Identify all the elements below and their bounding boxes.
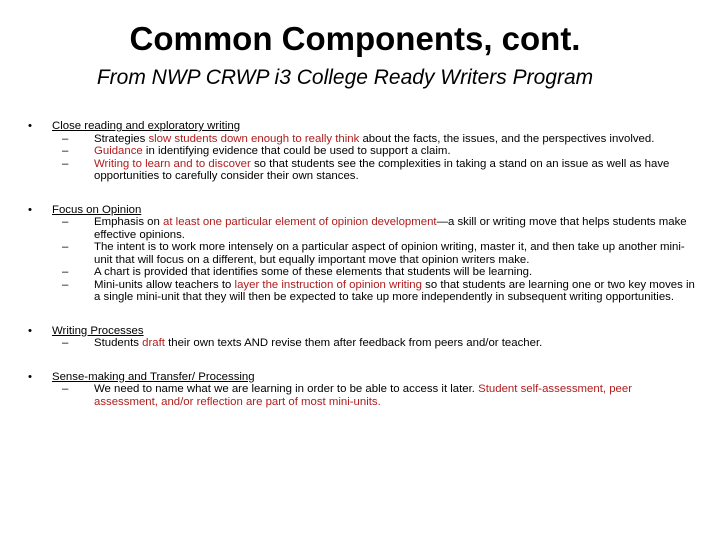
highlighted-text: Guidance	[94, 145, 143, 157]
dash-icon: –	[62, 157, 69, 170]
sub-bullet-item	[62, 241, 696, 266]
sub-bullet-text: Strategies	[94, 132, 149, 145]
dash-icon: –	[62, 278, 69, 291]
sub-bullet-text: in identifying evidence that could be used to support a claim.	[142, 145, 451, 157]
sub-bullet-text: The intent is to work more intensely on a particular aspect of opinion writing, master it, and then take up another mini-unit that will focus on a different, but equally important move that opinion writers make.	[94, 241, 685, 266]
bullet-item	[24, 120, 696, 183]
bullet-item	[24, 371, 696, 409]
slide-title: Common Components, cont.	[129, 20, 581, 57]
bullet-dot-icon: •	[28, 203, 32, 216]
highlighted-text: Student self-assessment, peer assessment, and/or reflection are part of most mini-units.	[94, 383, 632, 408]
bullet-heading: Sense-making and Transfer/ Processing	[52, 370, 255, 383]
bullet-heading: Writing Processes	[52, 324, 144, 337]
bullet-item	[24, 325, 696, 350]
dash-icon: –	[62, 132, 69, 145]
sub-bullet-text: so that students see the complexities in taking a stand on an issue as well as have opportunities to carefully consider their own stances.	[94, 157, 670, 182]
bullet-heading: Focus on Opinion	[52, 203, 142, 216]
sub-bullet-text: —a skill or writing move that helps students make effective opinions.	[94, 216, 687, 241]
sub-bullet-text: We need to name what we are learning in order to be able to access it later.	[94, 383, 479, 395]
sub-bullet-item	[62, 279, 696, 304]
sub-bullet-text: about the facts, the issues, and the perspectives involved.	[359, 132, 655, 145]
sub-bullet-item	[62, 383, 696, 408]
dash-icon: –	[62, 145, 69, 157]
sub-bullet-text: A chart is provided that identifies some of these elements that students will be learning.	[94, 266, 533, 278]
sub-bullet-text: so that students are learning one or two key moves in a single mini-unit that they will then be expected to take up more independently in subsequent writing opportunities.	[94, 278, 695, 303]
bullet-dot-icon: •	[28, 370, 32, 383]
highlighted-text: at least one particular element of opinion development	[163, 216, 437, 228]
sub-bullet-text: Students	[94, 337, 143, 349]
sub-bullet-item	[62, 158, 696, 183]
bullet-item	[24, 204, 696, 304]
bullet-heading: Close reading and exploratory writing	[52, 120, 241, 132]
sub-bullet-text: Emphasis on	[94, 216, 164, 228]
highlighted-text: layer the instruction of opinion writing	[234, 278, 422, 291]
dash-icon: –	[62, 216, 69, 228]
bullet-dot-icon: •	[28, 120, 32, 132]
dash-icon: –	[62, 241, 69, 253]
slide-subtitle: From NWP CRWP i3 College Ready Writers Program	[96, 66, 594, 89]
sub-bullet-item	[62, 145, 696, 158]
sub-bullet-item	[62, 133, 696, 146]
dash-icon: –	[62, 383, 69, 395]
sub-bullet-text: Mini-units allow teachers to	[94, 278, 235, 291]
sub-bullet-item	[62, 266, 696, 279]
sub-bullet-item	[62, 337, 696, 350]
slide-body	[24, 120, 696, 429]
bullet-dot-icon: •	[28, 324, 32, 337]
dash-icon: –	[62, 337, 69, 349]
sub-bullet-item	[62, 216, 696, 241]
highlighted-text: slow students down enough to really think	[148, 132, 360, 145]
highlighted-text: Writing to learn and to discover	[94, 157, 251, 170]
dash-icon: –	[62, 266, 69, 278]
sub-bullet-text: their own texts AND revise them after feedback from peers and/or teacher.	[164, 337, 543, 349]
highlighted-text: draft	[142, 337, 165, 349]
